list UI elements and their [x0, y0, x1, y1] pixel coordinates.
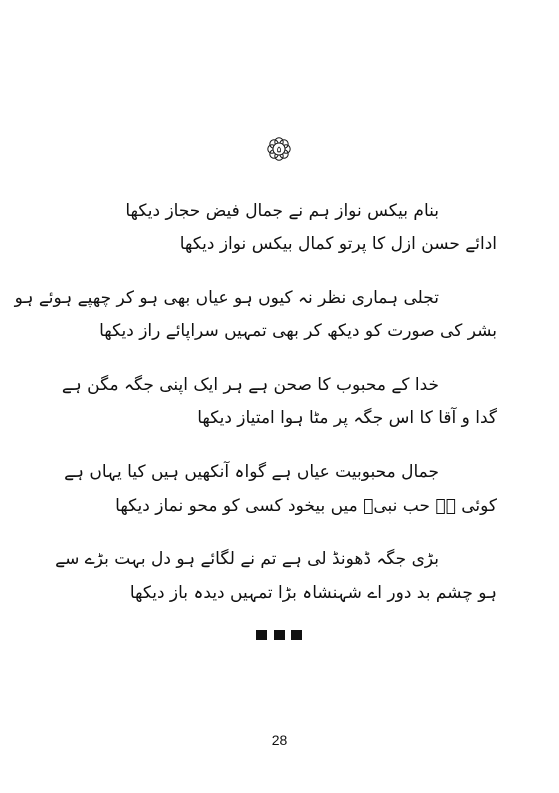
verse-line: خدا کے محبوب کا صحن ہے ہر ایک اپنی جگہ مگن ہے	[61, 375, 439, 395]
end-mark-square	[291, 630, 302, 640]
verse-line: ہو چشم بد دور اے شہنشاہ بڑا تمہیں دیدہ باز دیکھا	[129, 583, 497, 603]
verse-line: ادائے حسن ازل کا پرتو کمال بیکس نواز دیکھا	[179, 234, 497, 254]
flower-ornament-icon	[265, 135, 293, 163]
verse-line: جمال محبوبیت عیاں ہے گواہ آنکھیں ہیں کیا یہاں ہے	[64, 462, 439, 482]
end-mark-square	[274, 630, 285, 640]
section-end-marks	[256, 630, 302, 640]
end-mark-square	[256, 630, 267, 640]
verse-line: بنام بیکس نواز ہم نے جمال فیض حجاز دیکھا	[125, 201, 439, 221]
page-number: 28	[271, 732, 288, 748]
verse-line: بڑی جگہ ڈھونڈ لی ہے تم نے لگائے ہو دل بہت بڑے سے	[55, 549, 439, 569]
verse-line: گدا و آقا کا اس جگہ پر مٹا ہوا امتیاز دیکھا	[197, 408, 497, 428]
ornament-numeral: ۵	[276, 145, 282, 156]
verse-line: بشر کی صورت کو دیکھ کر بھی تمہیں سراپائے راز دیکھا	[99, 321, 497, 341]
verse-line: تجلی ہماری نظر نہ کیوں ہو عیاں بھی ہو کر چھپے ہوئے ہو	[14, 288, 439, 308]
verse-line: کوئی ہے حب نبیؐ میں بیخود کسی کو محو نماز دیکھا	[115, 496, 497, 516]
